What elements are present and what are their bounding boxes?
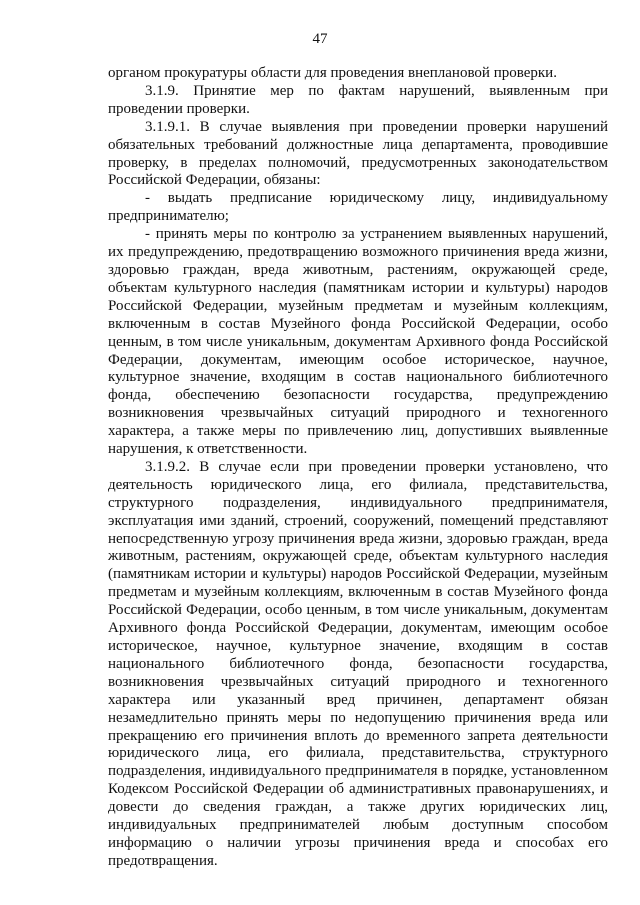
list-item-take-measures: - принять меры по контролю за устранением выявленных нарушений, их предупреждению, предотвращению возможного причинения вреда жизни, здоровью граждан, вреда животным, растениям, окружающей среде, объектам культурного наследия (памятникам истории и культуры) народов Российской Федерации, музейным предметам и музейным коллекциям, включенным в состав Музейного фонда Российской Федерации, особо ценным, в том числе уникальным, документам Архивного фонда Российской Федерации, документам, имеющим особое историческое, научное, культурное значение, входящим в состав национального библиотечного фонда, обеспечению безопасности государства, предупреждению возникновения чрезвычайных ситуаций природного и техногенного характера, а также меры по привлечению лиц, допустивших выявленные нарушения, к ответственности. bbox=[108, 226, 608, 458]
paragraph-continuation: органом прокуратуры области для проведения внеплановой проверки. bbox=[108, 65, 557, 81]
paragraph-3-1-9-2: 3.1.9.2. В случае если при проведении проверки установлено, что деятельность юридического лица, его филиала, представительства, структурного подразделения, индивидуального предпринимателя, эксплуатация ими зданий, строений, сооружений, помещений представляют непосредственную угрозу причинения вреда жизни, здоровью граждан, вреда животным, растениям, окружающей среде, объектам культурного наследия (памятникам истории и культуры) народов Российской Федерации, музейным предметам и музейным коллекциям, включенным в состав Музейного фонда Российской Федерации, особо ценным, в том числе уникальным, документам Архивного фонда Российской Федерации, документам, имеющим особое историческое, научное, культурное значение, входящим в состав национального библиотечного фонда, безопасности государства, возникновения чрезвычайных ситуаций природного и техногенного характера или указанный вред причинен, департамент обязан незамедлительно принять меры по недопущению причинения вреда или прекращению его причинения вплоть до временного запрета деятельности юридического лица, его филиала, представительства, структурного подразделения, индивидуального предпринимателя в порядке, установленном Кодексом Российской Федерации об административных правонарушениях, и довести до сведения граждан, а также других юридических лиц, индивидуальных предпринимателей любым доступным способом информацию о наличии угрозы причинения вреда и способах его предотвращения. bbox=[108, 458, 608, 869]
list-item-issue-order: - выдать предписание юридическому лицу, индивидуальному предпринимателю; bbox=[108, 190, 608, 225]
paragraph-3-1-9-1: 3.1.9.1. В случае выявления при проведении проверки нарушений обязательных требований должностные лица департамента, проводившие проверку, в пределах полномочий, предусмотренных законодательством Российской Федерации, обязаны: bbox=[108, 118, 608, 189]
document-body bbox=[108, 65, 608, 871]
page-number: 47 bbox=[312, 31, 328, 47]
paragraph-3-1-9: 3.1.9. Принятие мер по фактам нарушений, выявленным при проведении проверки. bbox=[108, 82, 608, 117]
